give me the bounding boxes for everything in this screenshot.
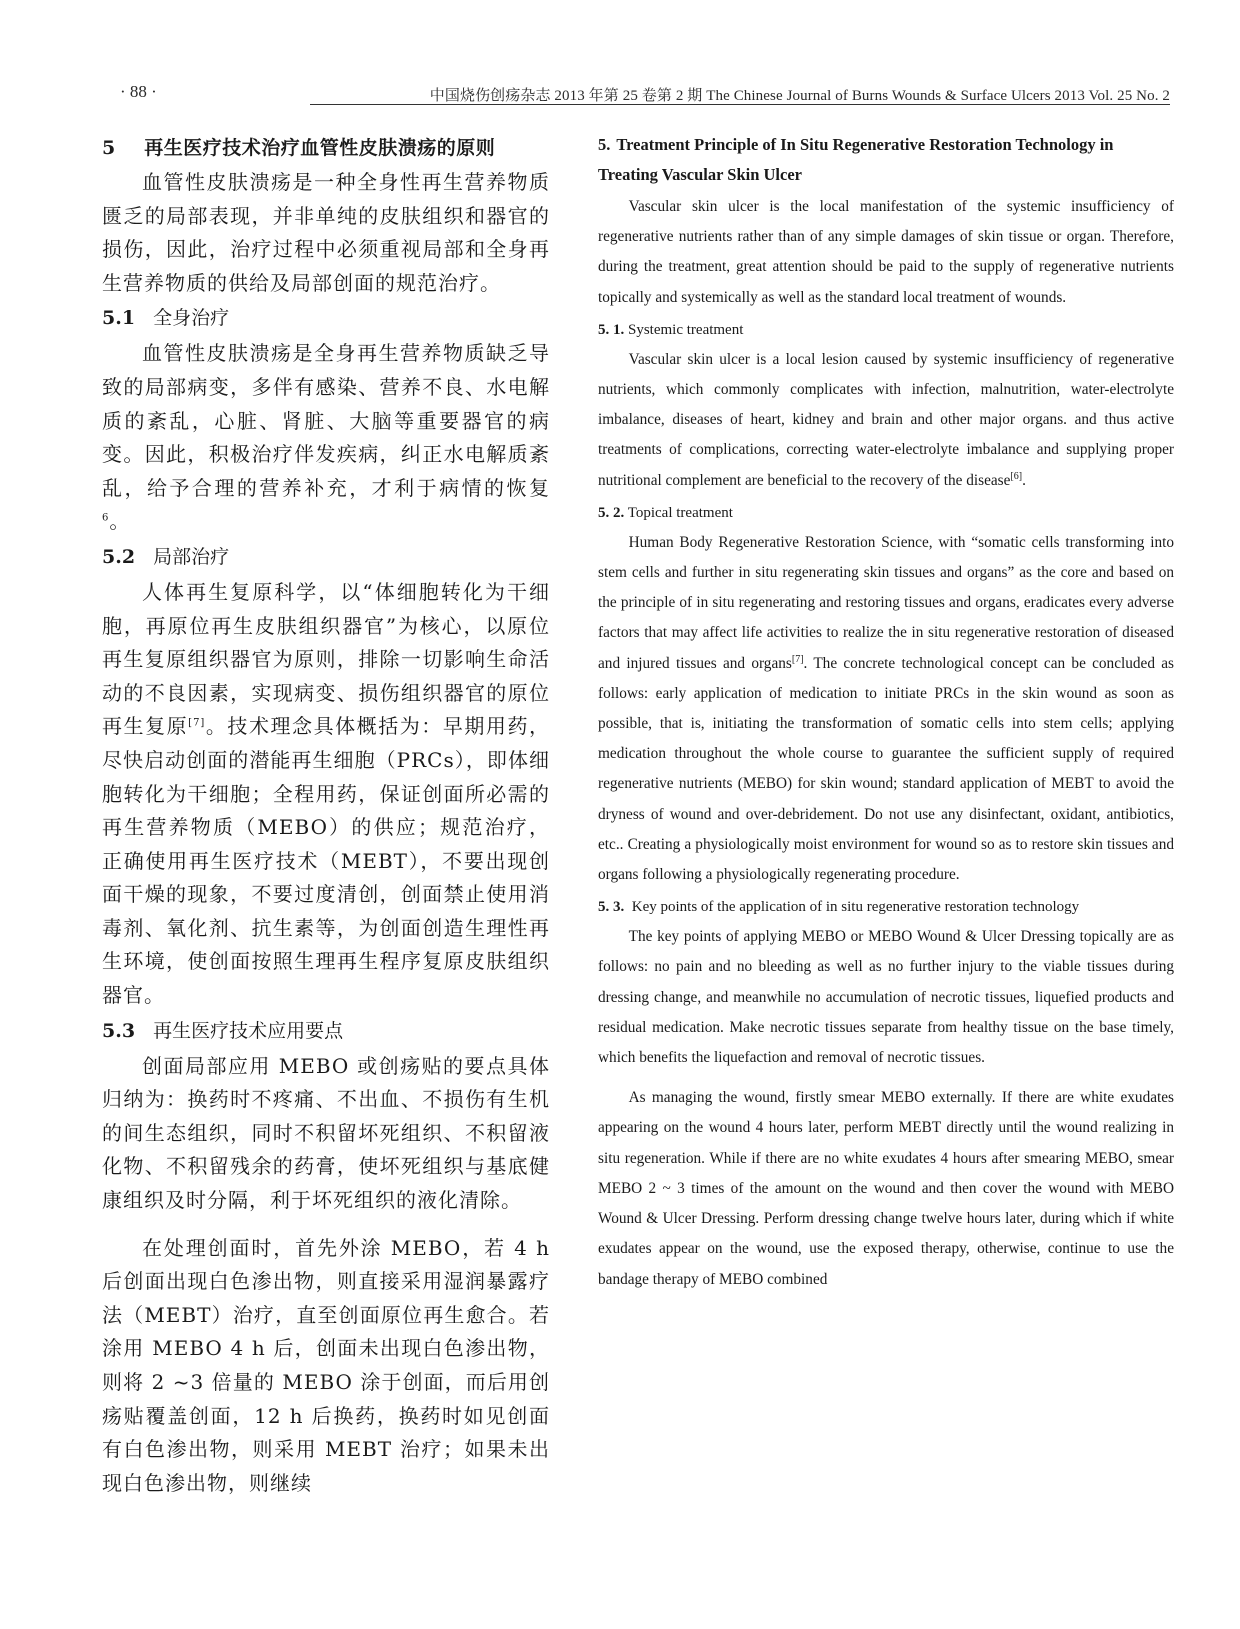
en-paragraph-5: Vascular skin ulcer is the local manifestation of the systemic insufficiency of regenerative nutrients rather than of any simple damages of skin tissue or organ. Therefore, during the treatment, great attention should be paid to the supply of regenerative nutrients topically and systemically as well as the standard local treatment of wounds. <box>598 198 1174 306</box>
zh-paragraph-5-2 <box>102 576 550 1013</box>
en-paragraph-text-cont: . The concrete technological concept can be concluded as follows: early application of medication to initiate PRCs in the skin wound as soon as possible, that is, initiating the transformation of somatic cells into stem cells; applying medication throughout the whole course to guarantee the sufficient supply of required regenerative nutrients (MEBO) for skin wound; standard application of MEBT to avoid the dryness of wound and over-debridement. Do not use any disinfectant, oxidant, antibiotics, etc.. Creating a physiologically moist environment for wound so as to restore skin tissues and organs following a physiologically regenerating procedure. <box>598 654 1174 884</box>
zh-section-title: 再生医疗技术治疗血管性皮肤溃疡的原则 <box>144 137 496 159</box>
zh-section-5-1-heading <box>102 302 550 335</box>
english-column <box>598 128 1174 1295</box>
en-paragraph-text: Vascular skin ulcer is a local lesion caused by systemic insufficiency of regenerative nutrients, which commonly complicates with infection, malnutrition, water-electrolyte imbalance, diseases of heart, kidney and brain and other major organs. and thus active treatments of complications, correcting water-electrolyte imbalance and supplying proper nutritional complement are beneficial to the recovery of the disease <box>598 350 1174 489</box>
zh-paragraph-text: 人体再生复原科学，以“体细胞转化为干细胞，再原位再生皮肤组织器官”为核心，以原位再生复原组织器官为原则，排除一切影响生命活动的不良因素，实现病变、损伤组织器官的原位再生复原 <box>102 579 550 739</box>
en-paragraph-5-3b: As managing the wound, firstly smear MEBO externally. If there are white exudates appearing on the wound 4 hours later, perform MEBT directly until the wound realizing in situ regeneration. While if there are no white exudates 4 hours after smearing MEBO, smear MEBO 2 ~ 3 times of the amount on the wound and then cover the wound with MEBO Wound & Ulcer Dressing. Perform dressing change twelve hours later, during which if white exudates appear on the wound, use the exposed therapy, otherwise, continue to use the bandage therapy of MEBO combined <box>598 1089 1174 1288</box>
zh-paragraph-5-3a: 创面局部应用 MEBO 或创疡贴的要点具体归纳为：换药时不疼痛、不出血、不损伤有生机的间生态组织，同时不积留坏死组织、不积留液化物、不积留残余的药膏，使坏死组织与基底健康组织及时分隔，利于坏死组织的液化清除。 <box>102 1053 550 1213</box>
citation-ref: [7] <box>188 717 206 729</box>
en-subsection-number: 5. 2. <box>598 504 625 521</box>
running-head: 中国烧伤创疡杂志 2013 年第 25 卷第 2 期 The Chinese Journal of Burns Wounds & Surface Ulcers 2013 Vol. 25 No. 2 <box>429 88 1170 104</box>
citation-ref: 6 <box>102 512 110 524</box>
citation-ref: [6] <box>1010 470 1023 482</box>
zh-paragraph-end: 。 <box>109 509 131 534</box>
chinese-column <box>102 128 550 1500</box>
en-paragraph-5-3a: The key points of applying MEBO or MEBO Wound & Ulcer Dressing topically are as follows: no pain and no bleeding as well as no further injury to the viable tissues during dressing change, and meanwhile no accumulation of necrotic tissues, liquefied products and residual medication. Make necrotic tissues separate from healthy tissue on the base timely, which benefits the liquefaction and removal of necrotic tissues. <box>598 928 1174 1067</box>
en-subsection-number: 5. 1. <box>598 321 625 338</box>
en-subsection-title: Systemic treatment <box>628 321 744 338</box>
zh-section-5-2-heading <box>102 541 550 574</box>
zh-paragraph-5: 血管性皮肤溃疡是一种全身性再生营养物质匮乏的局部表现，并非单纯的皮肤组织和器官的损伤，因此，治疗过程中必须重视局部和全身再生营养物质的供给及局部创面的规范治疗。 <box>102 170 550 295</box>
en-section-5-2-heading <box>598 498 1174 528</box>
zh-subsection-title: 全身治疗 <box>153 307 230 330</box>
en-section-5-heading <box>598 130 1174 190</box>
en-paragraph-5-1 <box>598 345 1174 496</box>
zh-section-5-3-heading <box>102 1015 550 1048</box>
en-subsection-title: Key points of the application of in situ regenerative restoration technology <box>631 899 1080 916</box>
en-subsection-title: Topical treatment <box>627 504 733 521</box>
zh-subsection-title: 再生医疗技术应用要点 <box>153 1019 344 1042</box>
zh-paragraph-text: 血管性皮肤溃疡是全身再生营养物质缺乏导致的局部病变，多伴有感染、营养不良、水电解质的紊乱，心脏、肾脏、大脑等重要器官的病变。因此，积极治疗伴发疾病，纠正水电解质紊乱，给予合理的营养补充，才利于病情的恢复 <box>102 341 550 500</box>
zh-subsection-number: 5.1 <box>102 307 136 330</box>
en-paragraph-end: . <box>1022 471 1026 489</box>
header-rule <box>310 104 1170 105</box>
zh-subsection-number: 5.2 <box>102 545 136 568</box>
zh-subsection-title: 局部治疗 <box>153 545 230 568</box>
en-section-5-1-heading <box>598 315 1174 345</box>
page-header <box>110 82 1170 106</box>
en-subsection-number: 5. 3. <box>598 899 625 916</box>
en-section-title: Treatment Principle of In Situ Regenerative Restoration Technology in Treating Vascular Skin Ulcer <box>598 135 1114 184</box>
en-section-5-3-heading <box>598 892 1174 922</box>
en-paragraph-5-2 <box>598 528 1174 890</box>
en-section-number: 5. <box>598 135 611 154</box>
en-paragraph-text: Human Body Regenerative Restoration Science, with “somatic cells transforming into stem cells and further in situ regenerating skin tissues and organs” as the core and based on the principle of in situ regenerating and restoring tissues and organs, eradicates every adverse factors that may affect life activities to realize the in situ regenerative restoration of diseased and injured tissues and organs <box>598 533 1174 672</box>
zh-paragraph-5-3b: 在处理创面时，首先外涂 MEBO，若 4 h 后创面出现白色渗出物，则直接采用湿润暴露疗法（MEBT）治疗，直至创面原位再生愈合。若涂用 MEBO 4 h 后，创面未出现白色渗出物，则将 2 ~3 倍量的 MEBO 涂于创面，而后用创疡贴覆盖创面，12 h 后换药，换药时如见创面有白色渗出物，则采用 MEBT 治疗；如果未出现白色渗出物，则继续 <box>102 1235 550 1495</box>
zh-paragraph-text-cont: 。技术理念具体概括为：早期用药，尽快启动创面的潜能再生细胞（PRCs），即体细胞转化为干细胞；全程用药，保证创面所必需的再生营养物质（MEBO）的供应；规范治疗，正确使用再生医疗技术（MEBT），不要出现创面干燥的现象，不要过度清创，创面禁止使用消毒剂、氧化剂、抗生素等，为创面创造生理性再生环境，使创面按照生理再生程序复原皮肤组织器官。 <box>102 714 551 1008</box>
zh-subsection-number: 5.3 <box>102 1019 136 1042</box>
zh-section-5-heading <box>102 134 550 162</box>
citation-ref: [7] <box>791 653 804 665</box>
zh-section-number: 5 <box>102 137 116 159</box>
page-number: · 88 · <box>120 82 157 101</box>
zh-paragraph-5-1 <box>102 337 550 539</box>
